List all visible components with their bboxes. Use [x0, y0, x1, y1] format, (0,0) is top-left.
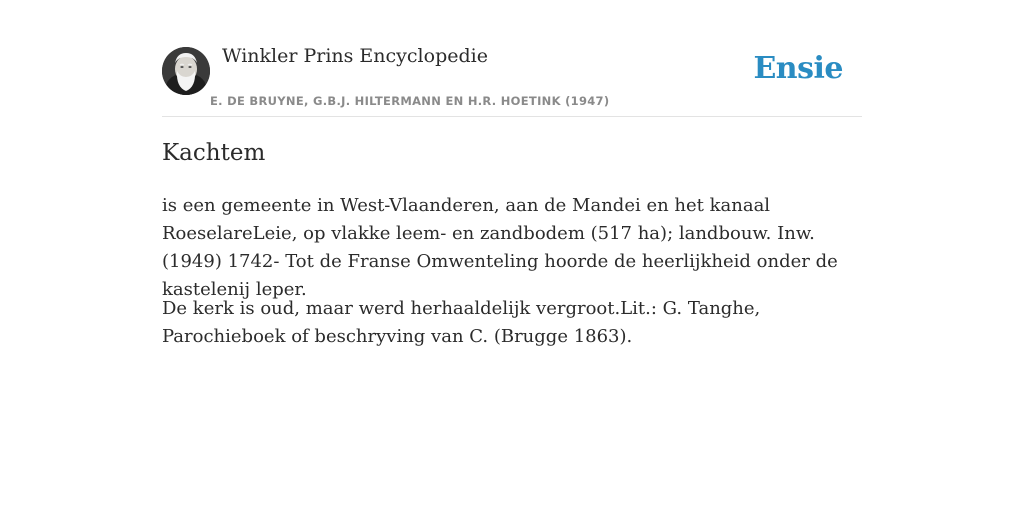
- entry-title: Kachtem: [162, 140, 266, 166]
- ensie-logo-link[interactable]: Ensie: [753, 51, 843, 86]
- entry-paragraph: De kerk is oud, maar werd herhaaldelijk vergroot.Lit.: G. Tanghe, Parochieboek of beschryving van C. (Brugge 1863).: [162, 298, 761, 347]
- source-title[interactable]: Winkler Prins Encyclopedie: [222, 45, 488, 67]
- page-content: [162, 0, 862, 347]
- source-authors: E. DE BRUYNE, G.B.J. HILTERMANN EN H.R. HOETINK (1947): [210, 94, 610, 108]
- author-portrait-icon: [162, 47, 210, 95]
- entry-paragraph: is een gemeente in West-Vlaanderen, aan de Mandei en het kanaal RoeselareLeie, op vlakke leem- en zandbodem (517 ha); landbouw. Inw. (1949) 1742- Tot de Franse Omwenteling hoorde de heerlijkheid onder de kastelenij leper.: [162, 195, 838, 300]
- source-header: [162, 0, 862, 117]
- author-avatar[interactable]: [162, 47, 210, 95]
